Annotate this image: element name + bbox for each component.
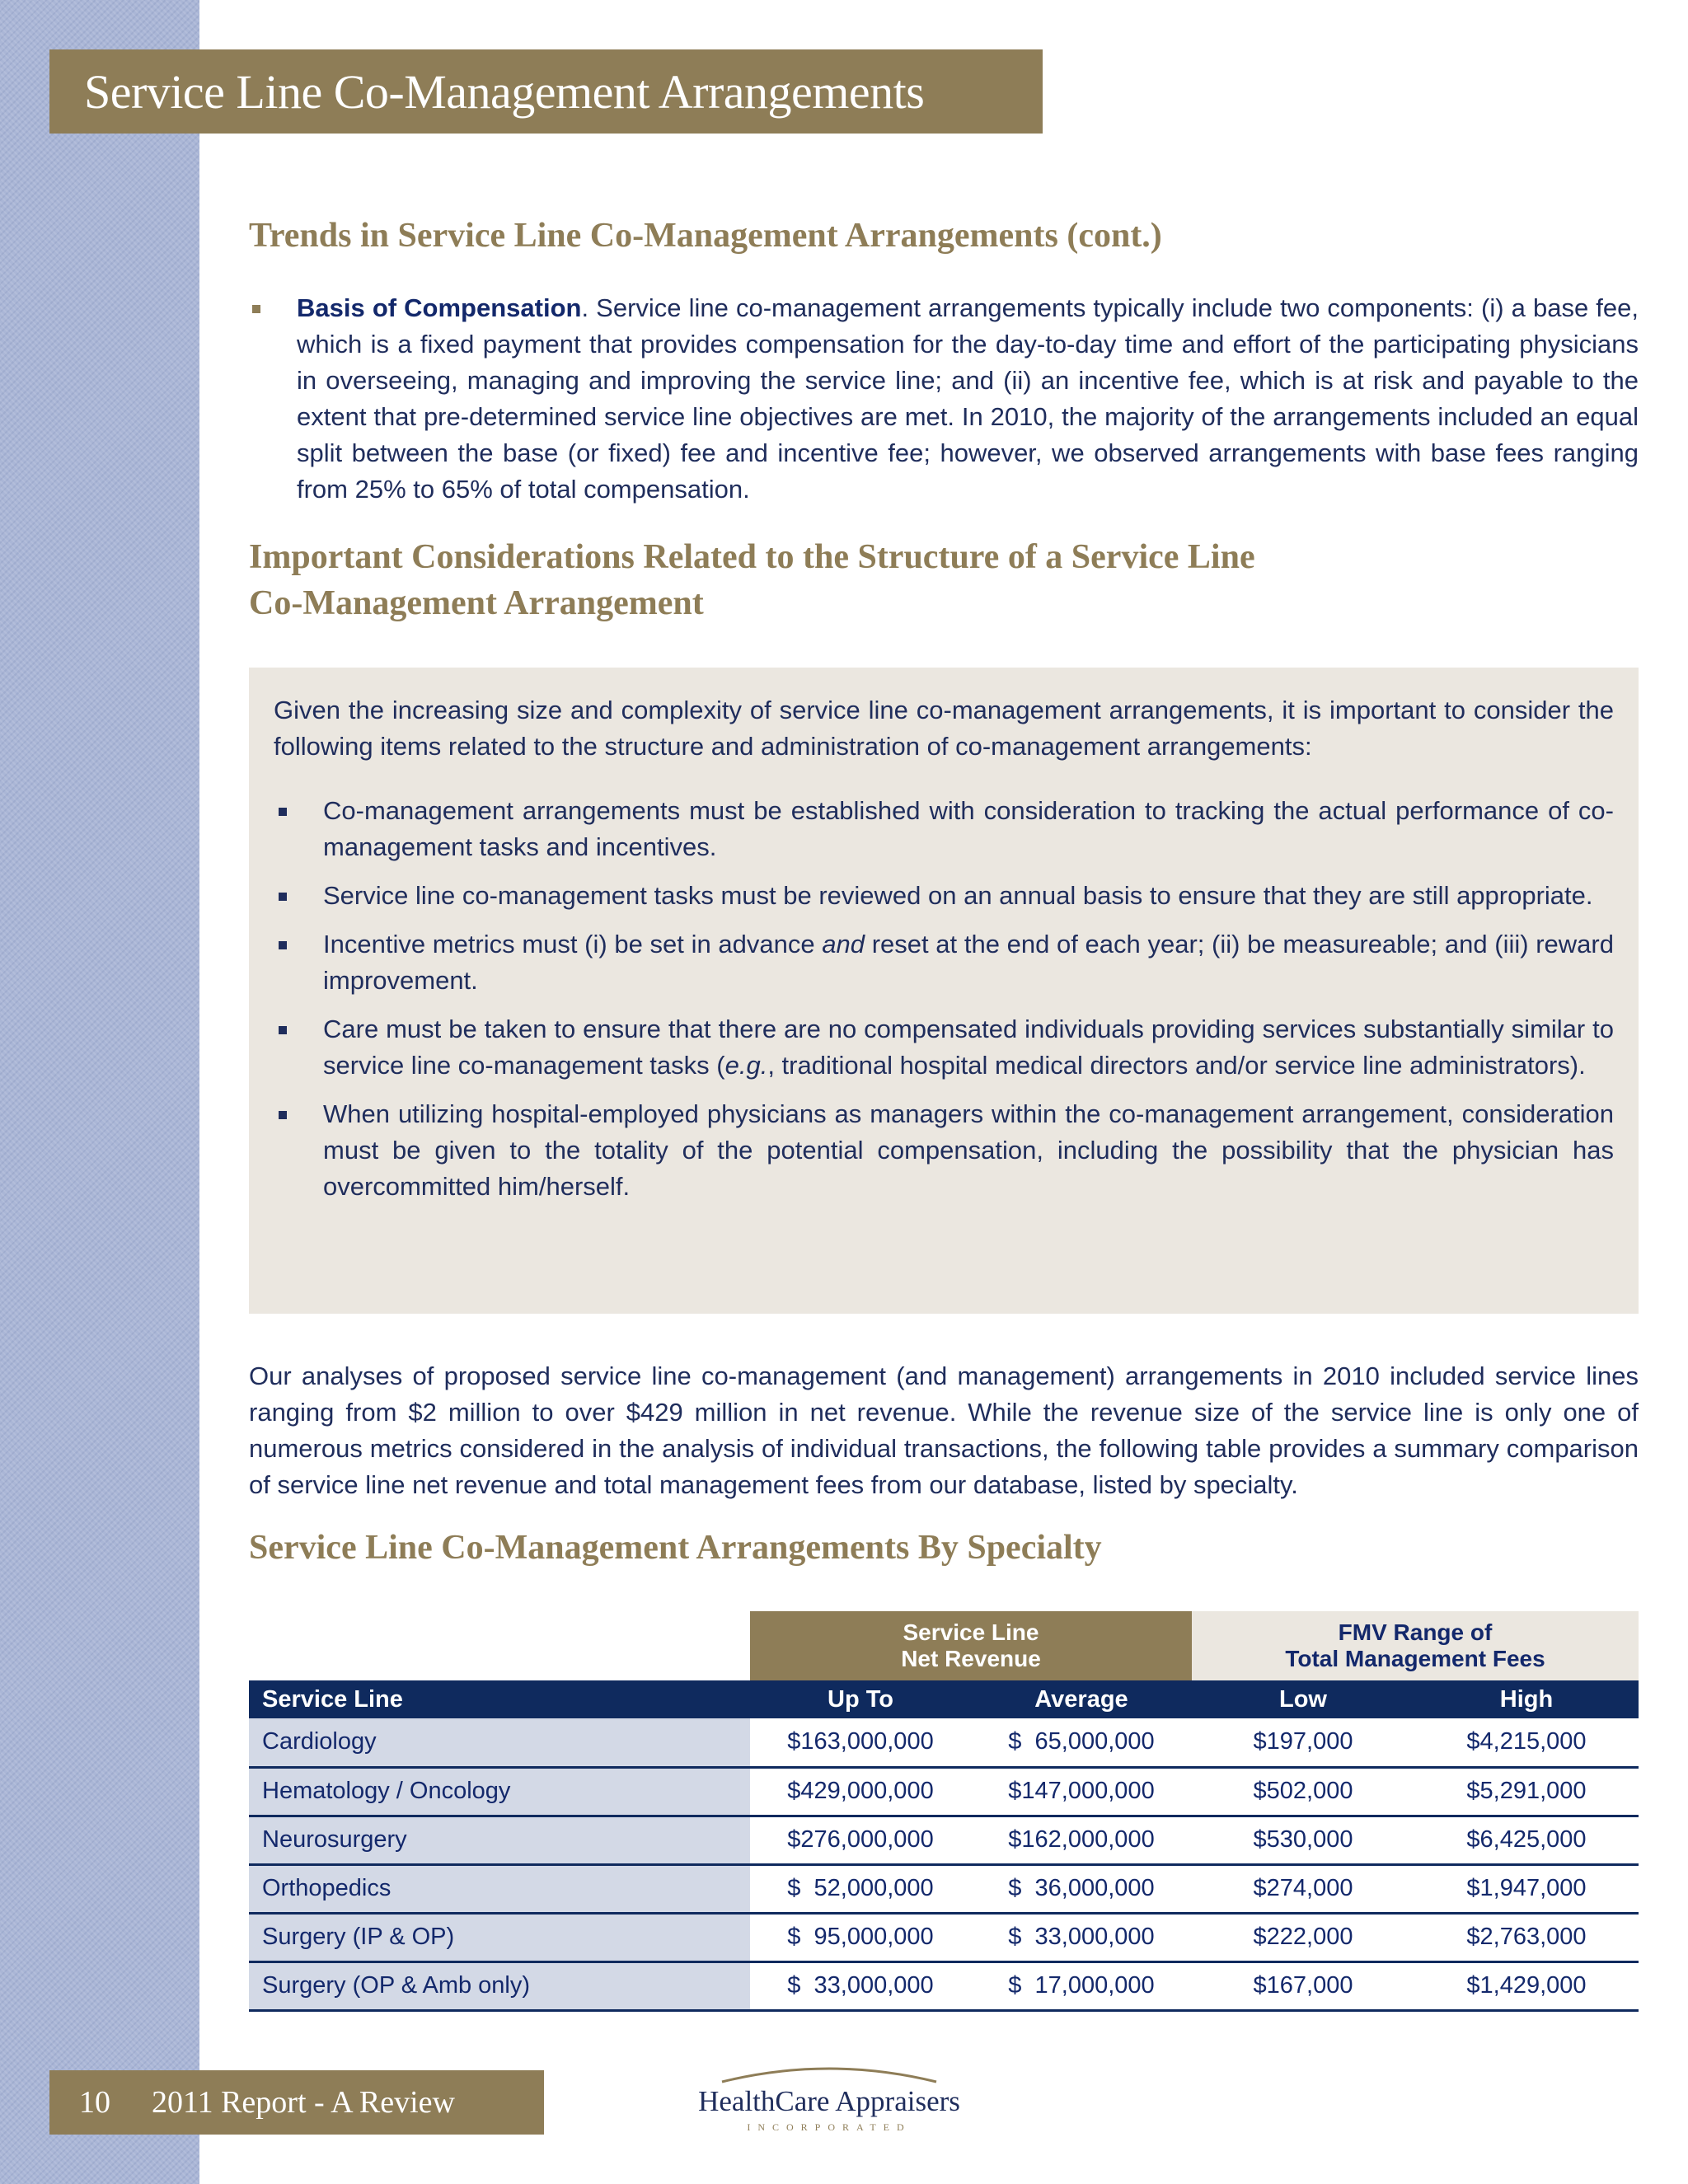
table-row: Surgery (OP & Amb only) $ 33,000,000 $ 17,000,000 $167,000 $1,429,000 bbox=[249, 1961, 1639, 2010]
square-bullet-icon bbox=[279, 1026, 287, 1034]
list-item: Co-management arrangements must be established with consideration to tracking the actual performance of co-management tasks and incentives. bbox=[274, 793, 1614, 865]
col-header-high: High bbox=[1414, 1680, 1639, 1718]
col-header-low: Low bbox=[1192, 1680, 1414, 1718]
footer-banner bbox=[49, 2070, 544, 2135]
group-fmv-range: FMV Range of Total Management Fees bbox=[1192, 1611, 1639, 1680]
col-header-average: Average bbox=[971, 1680, 1192, 1718]
table-row: Orthopedics $ 52,000,000 $ 36,000,000 $274,000 $1,947,000 bbox=[249, 1864, 1639, 1913]
basis-text: . Service line co-management arrangements typically include two components: (i) a base fee, which is a fixed payment that provides compensation for the day-to-day time and effort of the participating physicians in overseeing, managing and improving the service line; and (ii) an incentive fee, which is at risk and payable to the extent that pre-determined service line objectives are met. In 2010, the majority of the arrangements included an equal split between the base (or fixed) fee and incentive fee; however, we observed arrangements with base fees ranging from 25% to 65% of total compensation. bbox=[297, 293, 1639, 504]
square-bullet-icon bbox=[279, 941, 287, 949]
list-item: When utilizing hospital-employed physicians as managers within the co-management arrangement, consideration must be given to the totality of the potential compensation, including the possibility that the physician has overcommitted him/herself. bbox=[274, 1096, 1614, 1205]
box-intro: Given the increasing size and complexity of service line co-management arrangements, it is important to consider the following items related to the structure and administration of co-management arrangements: bbox=[274, 696, 1614, 761]
specialty-table bbox=[249, 1611, 1639, 2012]
table-group-header bbox=[249, 1611, 1639, 1680]
list-item: Service line co-management tasks must be reviewed on an annual basis to ensure that they are still appropriate. bbox=[274, 878, 1614, 914]
considerations-heading-line2: Co-Management Arrangement bbox=[249, 584, 704, 622]
list-item: Incentive metrics must (i) be set in advance and reset at the end of each year; (ii) be measureable; and (iii) reward improvement. bbox=[274, 926, 1614, 999]
table-row: Neurosurgery $276,000,000 $162,000,000 $530,000 $6,425,000 bbox=[249, 1816, 1639, 1864]
trends-heading: Trends in Service Line Co-Management Arrangements (cont.) bbox=[249, 217, 1162, 255]
analysis-paragraph: Our analyses of proposed service line co-management (and management) arrangements in 2010 included service lines ranging from $2 million to over $429 million in net revenue. While the revenue size of the service line is only one of numerous metrics considered in the analysis of individual transactions, the following table provides a summary comparison of service line net revenue and total management fees from our database, listed by specialty. bbox=[249, 1361, 1639, 1499]
list-item: Care must be taken to ensure that there are no compensated individuals providing services substantially similar to service line co-management tasks (e.g., traditional hospital medical directors and/or service line administrators). bbox=[274, 1011, 1614, 1084]
logo-arc-icon bbox=[714, 2060, 945, 2085]
basis-label: Basis of Compensation bbox=[297, 293, 582, 322]
square-bullet-icon bbox=[279, 808, 287, 816]
square-bullet-icon bbox=[279, 1111, 287, 1119]
logo-subtitle: INCORPORATED bbox=[747, 2121, 912, 2133]
header-banner bbox=[49, 49, 1043, 134]
col-header-up-to: Up To bbox=[750, 1680, 971, 1718]
considerations-heading-line1: Important Considerations Related to the Structure of a Service Line bbox=[249, 538, 1255, 576]
considerations-heading bbox=[249, 534, 1255, 626]
decorative-side-band bbox=[0, 0, 199, 2184]
table-row: Surgery (IP & OP) $ 95,000,000 $ 33,000,000 $222,000 $2,763,000 bbox=[249, 1913, 1639, 1961]
table-row: Hematology / Oncology $429,000,000 $147,000,000 $502,000 $5,291,000 bbox=[249, 1767, 1639, 1816]
square-bullet-icon bbox=[252, 305, 260, 313]
considerations-box bbox=[249, 668, 1639, 1314]
page-number: 10 bbox=[79, 2085, 110, 2120]
table-row: Cardiology $163,000,000 $ 65,000,000 $197,000 $4,215,000 bbox=[249, 1718, 1639, 1767]
basis-of-compensation-bullet bbox=[249, 290, 1639, 508]
logo-name: HealthCare Appraisers bbox=[698, 2085, 960, 2117]
report-title: 2011 Report - A Review bbox=[152, 2085, 455, 2120]
considerations-list bbox=[274, 793, 1614, 1205]
group-net-revenue: Service Line Net Revenue bbox=[750, 1611, 1192, 1680]
col-header-service-line: Service Line bbox=[249, 1680, 750, 1718]
table-heading: Service Line Co-Management Arrangements By Specialty bbox=[249, 1529, 1102, 1567]
square-bullet-icon bbox=[279, 893, 287, 901]
page-title: Service Line Co-Management Arrangements bbox=[84, 64, 925, 119]
company-logo bbox=[689, 2060, 969, 2143]
table-header bbox=[249, 1680, 1639, 1718]
